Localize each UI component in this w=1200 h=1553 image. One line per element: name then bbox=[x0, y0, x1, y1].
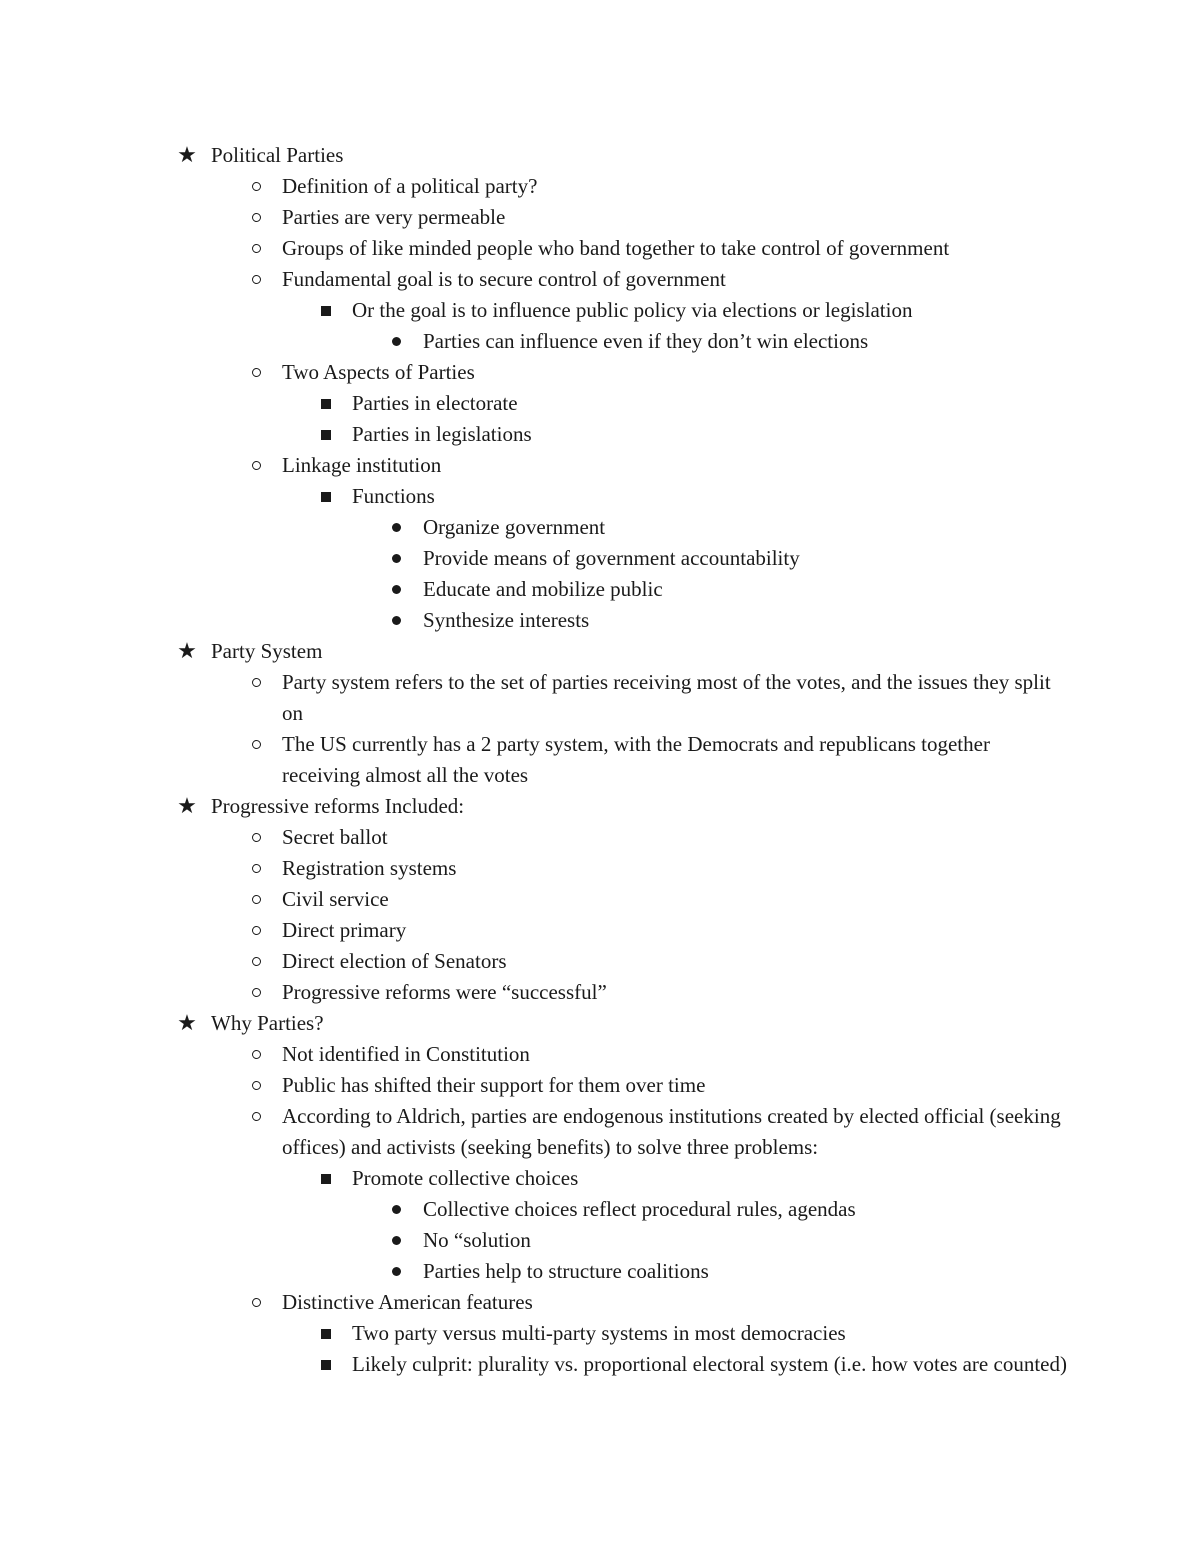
outline-item-text: Distinctive American features bbox=[282, 1290, 533, 1314]
outline-item-text: Or the goal is to influence public policy via elections or legislation bbox=[352, 298, 913, 322]
outline-item-text: Public has shifted their support for them over time bbox=[282, 1073, 706, 1097]
outline-item-level-1 bbox=[0, 1101, 1200, 1163]
outline-item-text: The US currently has a 2 party system, with the Democrats and republicans together receiving almost all the votes bbox=[282, 732, 990, 787]
outline-item-text: Parties can influence even if they don’t win elections bbox=[423, 329, 869, 353]
outline-item-level-2 bbox=[0, 481, 1200, 512]
outline-item-text: Promote collective choices bbox=[352, 1166, 579, 1190]
outline-item-level-1 bbox=[0, 264, 1200, 295]
outline-item-text: Two Aspects of Parties bbox=[282, 360, 475, 384]
star-icon: ★ bbox=[177, 794, 197, 819]
outline-item-text: Not identified in Constitution bbox=[282, 1042, 530, 1066]
star-icon: ★ bbox=[177, 639, 197, 664]
outline-item-text: Definition of a political party? bbox=[282, 174, 538, 198]
circle-icon bbox=[241, 853, 271, 884]
dot-icon bbox=[381, 1256, 411, 1287]
outline-item-level-3 bbox=[0, 1225, 1200, 1256]
outline-item-level-1 bbox=[0, 822, 1200, 853]
outline-item-level-2 bbox=[0, 1349, 1200, 1380]
outline-item-level-2 bbox=[0, 1318, 1200, 1349]
outline-item-text: Parties in legislations bbox=[352, 422, 532, 446]
outline-item-level-0 bbox=[0, 1008, 1200, 1039]
square-icon bbox=[311, 419, 341, 450]
outline-item-text: Groups of like minded people who band together to take control of government bbox=[282, 236, 950, 260]
circle-icon bbox=[241, 822, 271, 853]
outline-item-level-1 bbox=[0, 171, 1200, 202]
outline-item-text: Registration systems bbox=[282, 856, 457, 880]
circle-icon bbox=[241, 729, 271, 760]
outline-item-text: Synthesize interests bbox=[423, 608, 590, 632]
square-icon bbox=[311, 1318, 341, 1349]
square-icon bbox=[311, 481, 341, 512]
outline-item-level-1 bbox=[0, 729, 1200, 791]
outline-item-text: Parties help to structure coalitions bbox=[423, 1259, 709, 1283]
outline-item-level-1 bbox=[0, 357, 1200, 388]
outline-item-level-2 bbox=[0, 419, 1200, 450]
outline-item-level-1 bbox=[0, 853, 1200, 884]
outline-item-level-2 bbox=[0, 295, 1200, 326]
outline-item-level-1 bbox=[0, 450, 1200, 481]
outline-item-text: No “solution bbox=[423, 1228, 531, 1252]
outline-item-text: Party System bbox=[211, 639, 323, 663]
square-icon bbox=[311, 295, 341, 326]
outline-item-text: Provide means of government accountability bbox=[423, 546, 800, 570]
circle-icon bbox=[241, 171, 271, 202]
outline-item-text: Educate and mobilize public bbox=[423, 577, 663, 601]
circle-icon bbox=[241, 357, 271, 388]
circle-icon bbox=[241, 233, 271, 264]
dot-icon bbox=[381, 574, 411, 605]
circle-icon bbox=[241, 1039, 271, 1070]
outline-item-level-3 bbox=[0, 1256, 1200, 1287]
outline-item-text: Party system refers to the set of parties receiving most of the votes, and the issues they split on bbox=[282, 670, 1051, 725]
dot-icon bbox=[381, 605, 411, 636]
outline-item-text: Direct primary bbox=[282, 918, 407, 942]
star-icon: ★ bbox=[177, 143, 197, 168]
outline-item-level-3 bbox=[0, 1194, 1200, 1225]
outline-item-level-1 bbox=[0, 915, 1200, 946]
dot-icon bbox=[381, 1194, 411, 1225]
notes-document bbox=[0, 140, 1200, 1380]
outline-item-text: Two party versus multi-party systems in most democracies bbox=[352, 1321, 846, 1345]
outline-item-text: Parties in electorate bbox=[352, 391, 518, 415]
outline-item-level-1 bbox=[0, 1039, 1200, 1070]
outline-item-level-0 bbox=[0, 140, 1200, 171]
outline-item-level-3 bbox=[0, 512, 1200, 543]
circle-icon bbox=[241, 977, 271, 1008]
outline-item-text: Functions bbox=[352, 484, 435, 508]
circle-icon bbox=[241, 450, 271, 481]
dot-icon bbox=[381, 1225, 411, 1256]
outline-item-level-1 bbox=[0, 233, 1200, 264]
dot-icon bbox=[381, 543, 411, 574]
outline-item-level-0 bbox=[0, 791, 1200, 822]
outline-item-text: Political Parties bbox=[211, 143, 344, 167]
circle-icon bbox=[241, 884, 271, 915]
outline-item-text: Progressive reforms were “successful” bbox=[282, 980, 607, 1004]
circle-icon bbox=[241, 202, 271, 233]
outline-item-text: Organize government bbox=[423, 515, 606, 539]
outline-item-text: Why Parties? bbox=[211, 1011, 324, 1035]
outline-item-text: Collective choices reflect procedural rules, agendas bbox=[423, 1197, 856, 1221]
outline-item-text: Direct election of Senators bbox=[282, 949, 507, 973]
circle-icon bbox=[241, 946, 271, 977]
outline-item-level-1 bbox=[0, 977, 1200, 1008]
circle-icon bbox=[241, 1101, 271, 1132]
outline-item-level-1 bbox=[0, 1070, 1200, 1101]
outline-item-text: Parties are very permeable bbox=[282, 205, 506, 229]
outline-item-level-1 bbox=[0, 884, 1200, 915]
outline-item-level-1 bbox=[0, 1287, 1200, 1318]
outline-item-level-0 bbox=[0, 636, 1200, 667]
circle-icon bbox=[241, 1287, 271, 1318]
outline-item-level-1 bbox=[0, 946, 1200, 977]
square-icon bbox=[311, 1349, 341, 1380]
outline-item-level-3 bbox=[0, 605, 1200, 636]
dot-icon bbox=[381, 512, 411, 543]
outline-item-level-3 bbox=[0, 574, 1200, 605]
dot-icon bbox=[381, 326, 411, 357]
circle-icon bbox=[241, 915, 271, 946]
outline-item-text: Civil service bbox=[282, 887, 389, 911]
outline-item-text: Linkage institution bbox=[282, 453, 442, 477]
outline-item-text: Fundamental goal is to secure control of government bbox=[282, 267, 726, 291]
outline-item-level-3 bbox=[0, 543, 1200, 574]
circle-icon bbox=[241, 264, 271, 295]
outline-item-text: Secret ballot bbox=[282, 825, 388, 849]
outline-item-text: According to Aldrich, parties are endogenous institutions created by elected official (seeking offices) and activists (seeking benefits) to solve three problems: bbox=[282, 1104, 1061, 1159]
outline-item-level-1 bbox=[0, 202, 1200, 233]
square-icon bbox=[311, 1163, 341, 1194]
circle-icon bbox=[241, 1070, 271, 1101]
square-icon bbox=[311, 388, 341, 419]
outline-item-text: Progressive reforms Included: bbox=[211, 794, 465, 818]
circle-icon bbox=[241, 667, 271, 698]
outline-item-text: Likely culprit: plurality vs. proportional electoral system (i.e. how votes are counted) bbox=[352, 1352, 1067, 1376]
outline-item-level-1 bbox=[0, 667, 1200, 729]
outline-item-level-3 bbox=[0, 326, 1200, 357]
outline-item-level-2 bbox=[0, 388, 1200, 419]
star-icon: ★ bbox=[177, 1011, 197, 1036]
outline-item-level-2 bbox=[0, 1163, 1200, 1194]
